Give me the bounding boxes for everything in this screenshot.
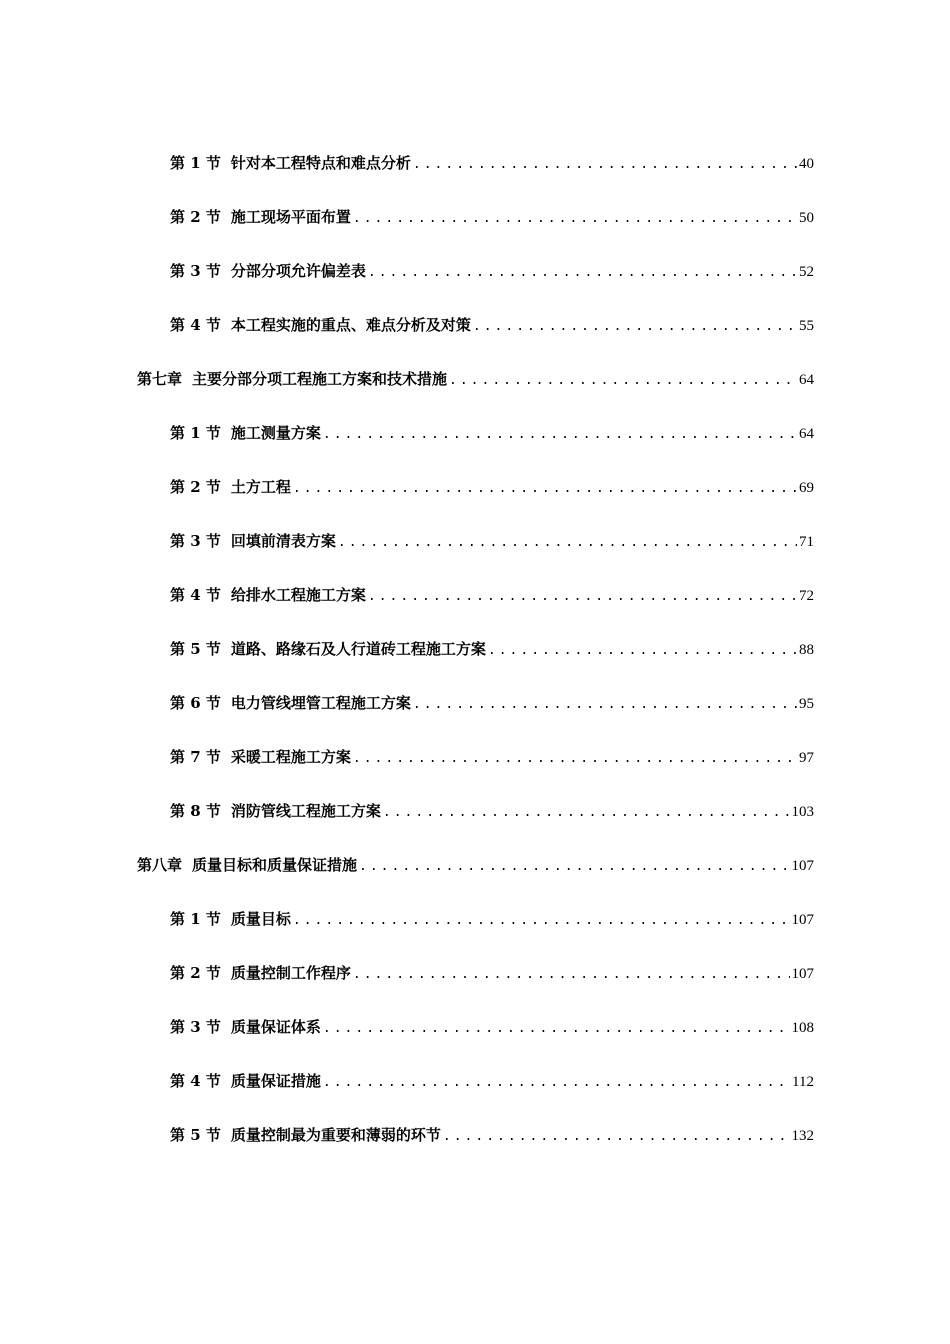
dot-leader [293, 477, 797, 501]
page-number: 40 [799, 156, 814, 172]
section-number: 第 8 节 [170, 802, 221, 820]
dot-leader [359, 855, 789, 879]
section-number: 第 5 节 [170, 1126, 221, 1144]
section-title: 土方工程 [230, 478, 291, 496]
page-number: 64 [799, 372, 814, 388]
section-number: 第 4 节 [170, 316, 221, 334]
section-number: 第 2 节 [170, 964, 221, 982]
toc-entry[interactable] [170, 1069, 814, 1093]
section-title: 给排水工程施工方案 [230, 586, 366, 604]
section-title: 针对本工程特点和难点分析 [230, 154, 411, 172]
toc-entry[interactable] [170, 961, 814, 985]
page-number: 108 [791, 1020, 814, 1036]
section-number: 第 5 节 [170, 640, 221, 658]
dot-leader [323, 1071, 790, 1095]
dot-leader [443, 1125, 790, 1149]
section-title: 道路、路缘石及人行道砖工程施工方案 [230, 640, 486, 658]
section-title: 消防管线工程施工方案 [230, 802, 381, 820]
page-number: 97 [799, 750, 814, 766]
toc-entry[interactable] [170, 421, 814, 445]
dot-leader [338, 531, 797, 555]
dot-leader [413, 693, 797, 717]
page-number: 64 [799, 426, 814, 442]
section-title: 质量控制最为重要和薄弱的环节 [230, 1126, 441, 1144]
toc-entry[interactable] [170, 907, 814, 931]
section-title: 质量保证措施 [230, 1072, 321, 1090]
section-title: 采暖工程施工方案 [230, 748, 351, 766]
toc-entry[interactable] [170, 205, 814, 229]
section-title: 本工程实施的重点、难点分析及对策 [230, 316, 471, 334]
dot-leader [473, 315, 797, 339]
toc-entry[interactable] [170, 637, 814, 661]
chapter-title: 质量目标和质量保证措施 [192, 856, 358, 874]
section-title: 电力管线埋管工程施工方案 [230, 694, 411, 712]
section-number: 第 2 节 [170, 208, 221, 226]
dot-leader [323, 1017, 790, 1041]
section-number: 第 6 节 [170, 694, 221, 712]
section-number: 第 3 节 [170, 532, 221, 550]
toc-entry[interactable] [170, 745, 814, 769]
dot-leader [353, 747, 797, 771]
section-number: 第 1 节 [170, 154, 221, 172]
dot-leader [323, 423, 797, 447]
page-number: 107 [791, 966, 814, 982]
dot-leader [449, 369, 797, 393]
chapter-number: 第七章 [137, 370, 183, 388]
page-number: 71 [799, 534, 814, 550]
page-number: 107 [791, 858, 814, 874]
toc-entry[interactable] [170, 313, 814, 337]
page-number: 95 [799, 696, 814, 712]
chapter-title: 主要分部分项工程施工方案和技术措施 [192, 370, 448, 388]
section-number: 第 3 节 [170, 1018, 221, 1036]
toc-entry[interactable] [170, 799, 814, 823]
section-number: 第 1 节 [170, 910, 221, 928]
toc-chapter-entry[interactable] [137, 853, 814, 877]
page-number: 132 [791, 1128, 814, 1144]
toc-entry[interactable] [170, 529, 814, 553]
toc-entry[interactable] [170, 1123, 814, 1147]
page-number: 107 [791, 912, 814, 928]
page-number: 112 [792, 1074, 814, 1090]
section-number: 第 1 节 [170, 424, 221, 442]
section-title: 质量目标 [230, 910, 291, 928]
toc-entry[interactable] [170, 259, 814, 283]
section-number: 第 4 节 [170, 1072, 221, 1090]
dot-leader [413, 153, 797, 177]
toc-entry[interactable] [170, 475, 814, 499]
dot-leader [368, 261, 797, 285]
dot-leader [368, 585, 797, 609]
section-title: 施工现场平面布置 [230, 208, 351, 226]
section-title: 质量保证体系 [230, 1018, 321, 1036]
section-number: 第 7 节 [170, 748, 221, 766]
section-title: 施工测量方案 [230, 424, 321, 442]
dot-leader [353, 963, 790, 987]
page-number: 52 [799, 264, 814, 280]
section-title: 回填前清表方案 [230, 532, 336, 550]
toc-entry[interactable] [170, 151, 814, 175]
toc-entry[interactable] [170, 583, 814, 607]
page-number: 88 [799, 642, 814, 658]
page-number: 72 [799, 588, 814, 604]
section-title: 质量控制工作程序 [230, 964, 351, 982]
toc-entry[interactable] [170, 691, 814, 715]
dot-leader [488, 639, 797, 663]
page-number: 69 [799, 480, 814, 496]
dot-leader [353, 207, 797, 231]
chapter-number: 第八章 [137, 856, 183, 874]
page-number: 103 [791, 804, 814, 820]
section-number: 第 4 节 [170, 586, 221, 604]
dot-leader [383, 801, 790, 825]
dot-leader [293, 909, 790, 933]
section-number: 第 2 节 [170, 478, 221, 496]
toc-entry[interactable] [170, 1015, 814, 1039]
page-number: 55 [799, 318, 814, 334]
section-title: 分部分项允许偏差表 [230, 262, 366, 280]
section-number: 第 3 节 [170, 262, 221, 280]
page-number: 50 [799, 210, 814, 226]
toc-chapter-entry[interactable] [137, 367, 814, 391]
